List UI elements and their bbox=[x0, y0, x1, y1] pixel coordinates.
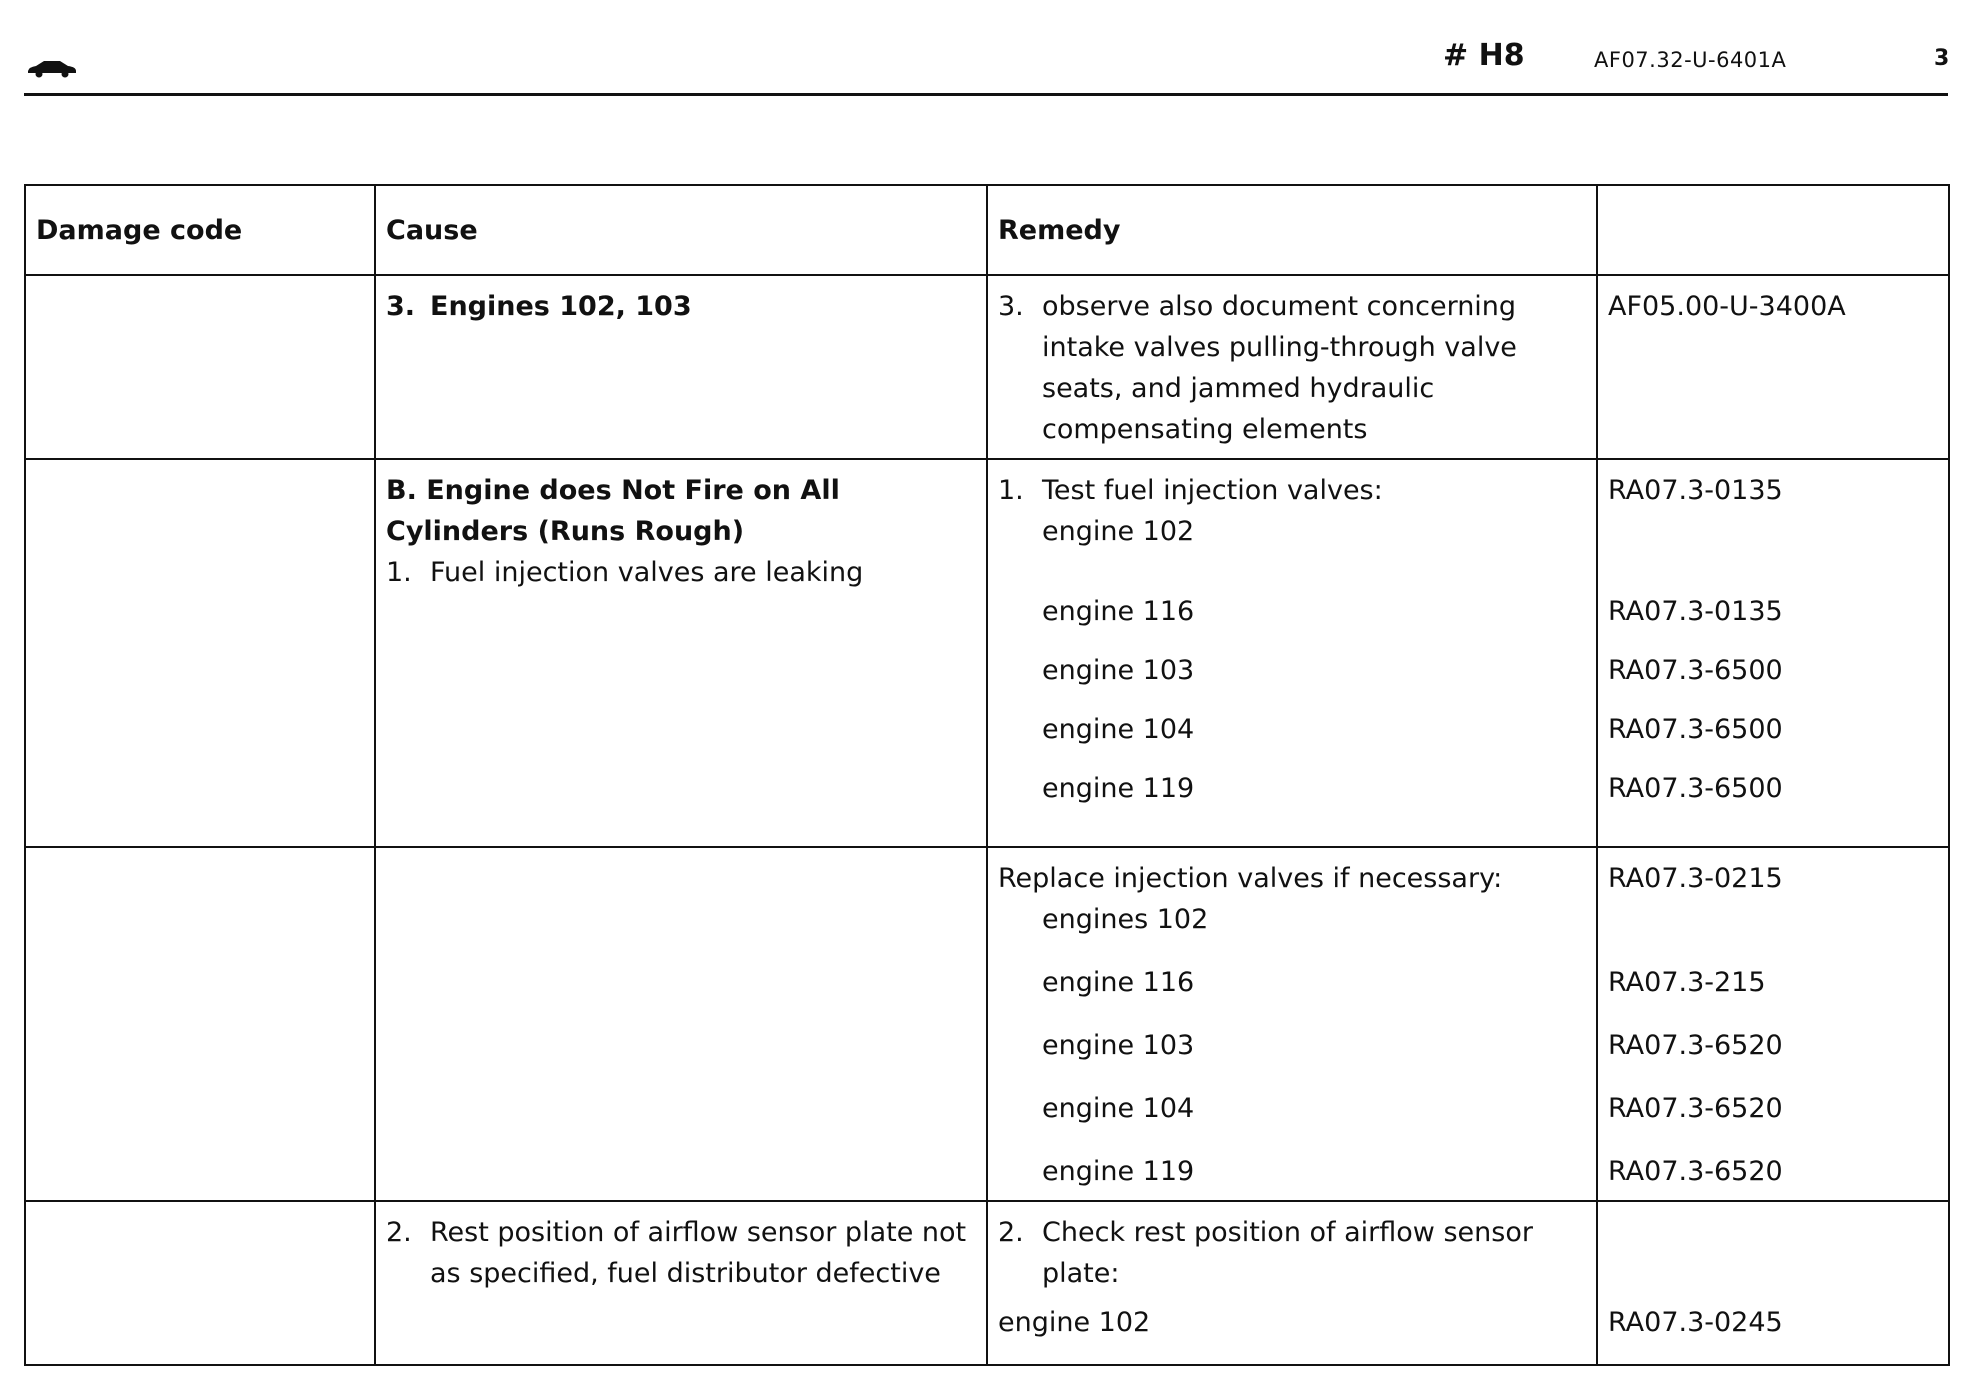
engine-entry: engine 103 bbox=[1042, 1030, 1195, 1061]
engine-entry: engine 119 bbox=[1042, 773, 1195, 804]
reference-text: AF05.00-U-3400A bbox=[1608, 291, 1846, 322]
reference-cell bbox=[1597, 275, 1949, 459]
table-row bbox=[25, 1201, 1949, 1365]
cause-number: 1. bbox=[386, 557, 412, 588]
damage-code-cell bbox=[25, 275, 375, 459]
reference-cell bbox=[1597, 1201, 1949, 1365]
reference-text: RA07.3-6500 bbox=[1608, 655, 1783, 686]
reference-text: RA07.3-0135 bbox=[1608, 475, 1783, 506]
remedy-cell bbox=[987, 1201, 1597, 1365]
cause-cell bbox=[375, 459, 987, 847]
reference-text: RA07.3-6520 bbox=[1608, 1030, 1783, 1061]
engine-entry: engine 119 bbox=[1042, 1156, 1195, 1187]
cause-cell bbox=[375, 275, 987, 459]
document-number: AF07.32-U-6401A bbox=[1594, 48, 1787, 72]
reference-cell bbox=[1597, 847, 1949, 1201]
engine-entry: engine 102 bbox=[1042, 516, 1195, 547]
header-rule bbox=[24, 93, 1948, 96]
column-header-damage-code: Damage code bbox=[25, 185, 375, 275]
remedy-number: 3. bbox=[998, 291, 1024, 322]
column-header-cause: Cause bbox=[375, 185, 987, 275]
document-code: # H8 bbox=[1443, 38, 1525, 73]
cause-cell bbox=[375, 1201, 987, 1365]
car-icon bbox=[26, 58, 78, 78]
reference-text: RA07.3-6520 bbox=[1608, 1093, 1783, 1124]
table-row bbox=[25, 847, 1949, 1201]
remedy-text: observe also document concerning intake valves pulling-through valve seats, and jammed hydraulic compensating elements bbox=[1042, 291, 1517, 445]
cause-cell bbox=[375, 847, 987, 1201]
cause-text: Fuel injection valves are leaking bbox=[430, 557, 864, 588]
damage-code-cell bbox=[25, 459, 375, 847]
reference-text: RA07.3-0135 bbox=[1608, 596, 1783, 627]
column-header-reference bbox=[1597, 185, 1949, 275]
reference-text: RA07.3-215 bbox=[1608, 967, 1766, 998]
remedy-title: Replace injection valves if necessary: bbox=[998, 863, 1503, 894]
table-row bbox=[25, 275, 1949, 459]
engine-entry: engine 102 bbox=[998, 1307, 1151, 1338]
remedy-cell bbox=[987, 459, 1597, 847]
reference-text: RA07.3-6500 bbox=[1608, 714, 1783, 745]
engine-entry: engine 103 bbox=[1042, 655, 1195, 686]
damage-code-cell bbox=[25, 1201, 375, 1365]
page-number: 3 bbox=[1934, 46, 1950, 71]
remedy-cell bbox=[987, 847, 1597, 1201]
damage-table bbox=[24, 184, 1950, 1366]
engine-entry: engine 116 bbox=[1042, 967, 1195, 998]
column-header-remedy: Remedy bbox=[987, 185, 1597, 275]
remedy-number: 1. bbox=[998, 475, 1024, 506]
reference-text: RA07.3-0215 bbox=[1608, 863, 1783, 894]
remedy-text: Check rest position of airflow sensor plate: bbox=[1042, 1217, 1533, 1289]
cause-number: 3. bbox=[386, 291, 416, 322]
cause-text: Engines 102, 103 bbox=[430, 291, 692, 322]
engine-entry: engines 102 bbox=[1042, 904, 1209, 935]
reference-cell bbox=[1597, 459, 1949, 847]
damage-code-cell bbox=[25, 847, 375, 1201]
remedy-number: 2. bbox=[998, 1217, 1024, 1248]
engine-entry: engine 104 bbox=[1042, 714, 1195, 745]
reference-text: RA07.3-6520 bbox=[1608, 1156, 1783, 1187]
cause-heading: B. Engine does Not Fire on All Cylinders (Runs Rough) bbox=[386, 475, 840, 547]
remedy-title: Test fuel injection valves: bbox=[1042, 475, 1383, 506]
engine-entry: engine 116 bbox=[1042, 596, 1195, 627]
remedy-cell bbox=[987, 275, 1597, 459]
engine-entry: engine 104 bbox=[1042, 1093, 1195, 1124]
page-header bbox=[0, 0, 1976, 110]
table-header-row bbox=[25, 185, 1949, 275]
reference-text: RA07.3-0245 bbox=[1608, 1307, 1783, 1338]
cause-number: 2. bbox=[386, 1217, 412, 1248]
reference-text: RA07.3-6500 bbox=[1608, 773, 1783, 804]
table-row bbox=[25, 459, 1949, 847]
cause-text: Rest position of airflow sensor plate not as specified, fuel distributor defective bbox=[430, 1217, 967, 1289]
